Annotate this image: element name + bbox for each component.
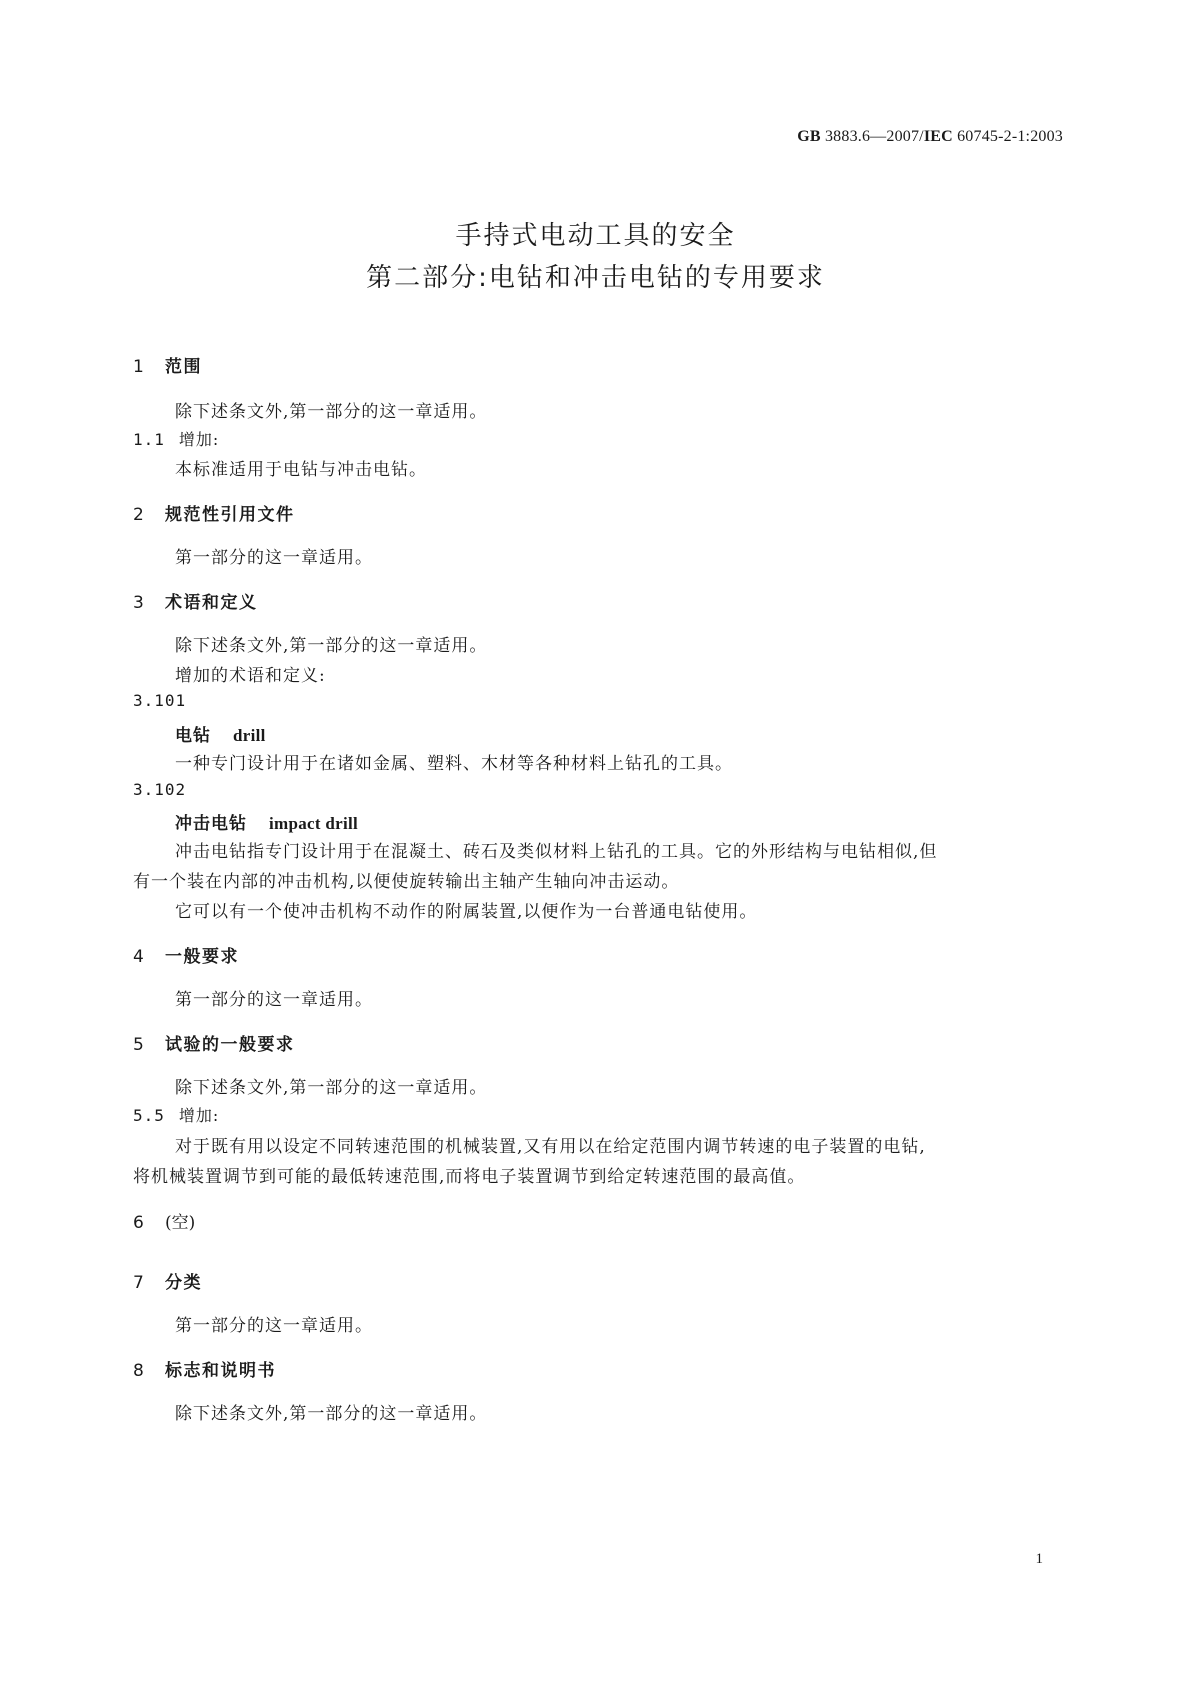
document-title-line2: 第二部分:电钻和冲击电钻的专用要求 — [366, 263, 825, 293]
section-1-text: 除下述条文外,第一部分的这一章适用。 — [175, 402, 488, 422]
section-number: 8 — [133, 1361, 144, 1381]
section-title: 试验的一般要求 — [165, 1035, 295, 1055]
header-gb: GB — [797, 128, 821, 145]
clause-1-1-text: 本标准适用于电钻与冲击电钻。 — [175, 460, 427, 480]
clause-label: 增加: — [178, 1106, 220, 1125]
term-3-101-number: 3.101 — [133, 691, 187, 710]
section-title: 分类 — [165, 1273, 202, 1293]
section-number: 5 — [133, 1035, 144, 1055]
clause-5-5-text-line1: 对于既有用以设定不同转速范围的机械装置,又有用以在给定范围内调节转速的电子装置的电钻, — [175, 1137, 926, 1157]
clause-number: 1.1 — [133, 430, 165, 449]
standard-code-header — [797, 128, 1063, 146]
term-3-101-definition: 一种专门设计用于在诸如金属、塑料、木材等各种材料上钻孔的工具。 — [175, 754, 733, 774]
term-3-102-number: 3.102 — [133, 780, 187, 799]
section-3-text-1: 除下述条文外,第一部分的这一章适用。 — [175, 636, 488, 656]
section-number: 1 — [133, 357, 144, 377]
section-6-heading — [133, 1208, 195, 1233]
section-title: 规范性引用文件 — [165, 505, 295, 525]
section-2-heading — [133, 500, 295, 525]
term-3-102-definition-line2: 有一个装在内部的冲击机构,以便使旋转输出主轴产生轴向冲击运动。 — [133, 872, 680, 892]
section-number: 3 — [133, 593, 144, 613]
section-title: 一般要求 — [165, 947, 239, 967]
header-number: 3883.6—2007/ — [820, 128, 924, 145]
term-english: drill — [233, 726, 266, 745]
term-3-102-definition-line1: 冲击电钻指专门设计用于在混凝土、砖石及类似材料上钻孔的工具。它的外形结构与电钻相似,但 — [175, 842, 938, 862]
section-1-heading — [133, 352, 202, 377]
section-2-text: 第一部分的这一章适用。 — [175, 548, 373, 568]
section-title: 标志和说明书 — [165, 1361, 276, 1381]
section-4-text: 第一部分的这一章适用。 — [175, 990, 373, 1010]
clause-1-1-heading — [133, 427, 219, 450]
section-title: 范围 — [165, 357, 202, 377]
section-5-heading — [133, 1030, 295, 1055]
section-8-heading — [133, 1356, 276, 1381]
clause-5-5-text-line2: 将机械装置调节到可能的最低转速范围,而将电子装置调节到给定转速范围的最高值。 — [133, 1167, 806, 1187]
section-7-text: 第一部分的这一章适用。 — [175, 1316, 373, 1336]
term-3-102-definition-line3: 它可以有一个使冲击机构不动作的附属装置,以便作为一台普通电钻使用。 — [175, 902, 758, 922]
section-number: 2 — [133, 505, 144, 525]
section-title: 术语和定义 — [165, 593, 258, 613]
section-title: (空) — [165, 1213, 196, 1233]
section-number: 4 — [133, 947, 144, 967]
clause-number: 5.5 — [133, 1106, 165, 1125]
clause-5-5-heading — [133, 1103, 219, 1126]
section-4-heading — [133, 942, 239, 967]
term-chinese: 电钻 — [175, 726, 211, 746]
section-8-text: 除下述条文外,第一部分的这一章适用。 — [175, 1404, 488, 1424]
term-3-101-title — [175, 721, 266, 746]
header-iec-number: 60745-2-1:2003 — [952, 128, 1063, 145]
document-title-line1: 手持式电动工具的安全 — [455, 221, 736, 251]
header-iec: IEC — [923, 128, 953, 145]
term-chinese: 冲击电钻 — [175, 814, 247, 834]
section-number: 6 — [133, 1213, 144, 1233]
page-number: 1 — [1035, 1551, 1043, 1567]
section-5-text: 除下述条文外,第一部分的这一章适用。 — [175, 1078, 488, 1098]
section-3-heading — [133, 588, 258, 613]
section-3-text-2: 增加的术语和定义: — [175, 666, 326, 686]
term-english: impact drill — [269, 814, 359, 833]
section-number: 7 — [133, 1273, 144, 1293]
clause-label: 增加: — [178, 430, 220, 449]
section-7-heading — [133, 1268, 202, 1293]
term-3-102-title — [175, 809, 358, 834]
